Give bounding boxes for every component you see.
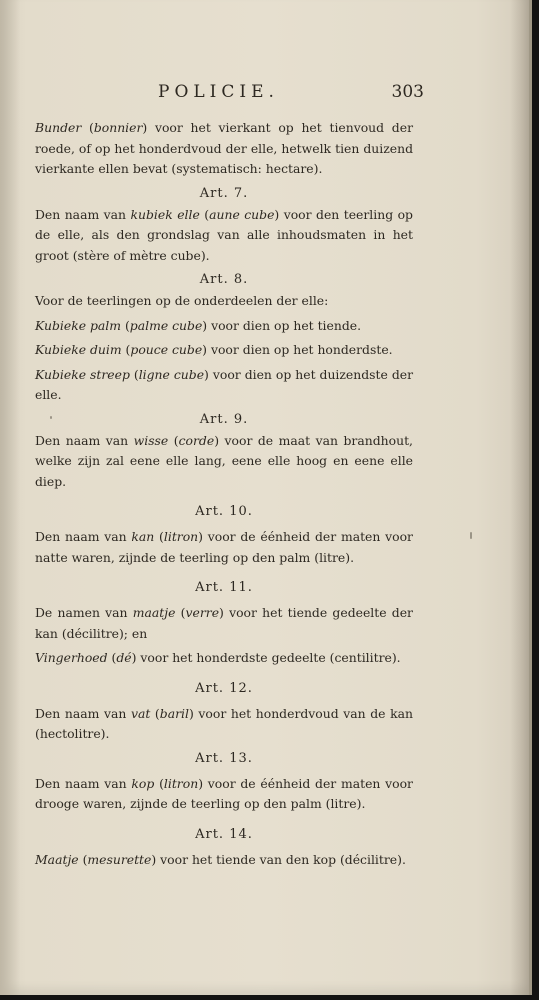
- term-french: verre: [185, 605, 220, 620]
- term: Kubieke streep: [35, 366, 130, 382]
- paragraph-text: voor het tiende van den kop (décilitre).: [160, 851, 406, 867]
- page-gutter-shadow: [0, 0, 20, 995]
- article-heading-7: Art. 7.: [199, 185, 249, 201]
- paragraph-maatje: De namen van maatje (verre) voor het tiende gedeelte der kan (décilitre); en: [35, 605, 413, 641]
- term-french: dé: [116, 650, 132, 665]
- article-heading-13: Art. 13.: [195, 750, 253, 766]
- term: Kubieke duim: [35, 342, 122, 357]
- paragraph-wisse: Den naam van wisse (corde) voor de maat van brandhout, welke zijn zal eene elle lang, eene elle hoog en eene elle diep.: [35, 432, 413, 489]
- paragraph-kubieke-duim: Kubieke duim (pouce cube) voor dien op het honderdste.: [35, 342, 393, 357]
- term-french: litron: [163, 529, 199, 544]
- page-header: [158, 82, 424, 108]
- body-text: [35, 118, 413, 870]
- paragraph-lead: Den naam van: [35, 432, 129, 448]
- term: Bunder: [35, 120, 82, 135]
- term: maatje: [132, 605, 176, 620]
- paragraph-text: voor het tiende gedeelte der kan (décilitre); en: [35, 605, 413, 641]
- paragraph-lead: Den naam van: [35, 705, 127, 721]
- paragraph-bunder: Bunder (bonnier) voor het vierkant op het tienvoud der roede, of op het honderdvoud der elle, hetwelk tien duizend vierkante ellen bevat (systematisch: hectare).: [35, 120, 413, 176]
- term: kubiek elle: [130, 206, 200, 222]
- term: kop: [131, 775, 155, 791]
- paragraph-text: voor den teerling op de elle, als den grondslag van alle inhoudsmaten in het groot (stère of mètre cube).: [35, 206, 413, 263]
- term-french: aune cube: [209, 206, 275, 222]
- paragraph-teerlingen: Voor de teerlingen op de onderdeelen der elle:: [35, 293, 329, 308]
- ink-speck: [470, 532, 472, 539]
- term-french: mesurette: [87, 851, 152, 867]
- paragraph-kubieke-palm: Kubieke palm (palme cube) voor dien op het tiende.: [35, 317, 362, 333]
- paragraph-maatje-kop: Maatje (mesurette) voor het tiende van den kop (décilitre).: [35, 851, 406, 867]
- term-french: corde: [178, 432, 215, 448]
- running-title: POLICIE.: [158, 82, 279, 102]
- term: Kubieke palm: [35, 317, 122, 333]
- term-french: pouce cube: [130, 342, 203, 357]
- article-heading-12: Art. 12.: [195, 680, 253, 696]
- paragraph-text: voor dien op het tiende.: [211, 317, 362, 333]
- article-heading-10: Art. 10.: [195, 504, 253, 519]
- paragraph-lead: Den naam van: [35, 206, 127, 222]
- paragraph-lead: Den naam van: [35, 529, 127, 544]
- term: vat: [130, 705, 151, 721]
- term-french: baril: [159, 705, 189, 721]
- article-heading-8: Art. 8.: [199, 272, 249, 287]
- ink-speck: [50, 416, 52, 419]
- term-french: bonnier: [93, 120, 143, 135]
- paragraph-vat: Den naam van vat (baril) voor het honderdvoud van de kan (hectolitre).: [35, 705, 413, 741]
- article-heading-11: Art. 11.: [195, 580, 253, 595]
- paragraph-kubiek-elle: Den naam van kubiek elle (aune cube) voor den teerling op de elle, als den grondslag van alle inhoudsmaten in het groot (stère of mètre cube).: [35, 206, 413, 263]
- term: wisse: [133, 432, 169, 448]
- paragraph-lead: De namen van: [35, 605, 128, 620]
- paragraph-kan: Den naam van kan (litron) voor de éénheid der maten voor natte waren, zijnde de teerling op den palm (litre).: [35, 529, 413, 565]
- page-number: 303: [391, 82, 424, 102]
- paragraph-text: voor het honderdste gedeelte (centilitre).: [140, 650, 401, 665]
- page-edge-shadow: [510, 0, 529, 995]
- paragraph-text: voor de maat van brandhout, welke zijn zal eene elle lang, eene elle hoog en eene elle diep.: [35, 432, 413, 489]
- paragraph-lead: Den naam van: [35, 775, 127, 791]
- paragraph-text: voor het honderdvoud van de kan (hectolitre).: [35, 705, 413, 741]
- term: Maatje: [35, 851, 79, 867]
- term-french: ligne cube: [138, 366, 205, 382]
- paragraph-text: voor de éénheid der maten voor natte waren, zijnde de teerling op den palm (litre).: [35, 529, 413, 565]
- paragraph-vingerhoed: Vingerhoed (dé) voor het honderdste gedeelte (centilitre).: [35, 650, 401, 665]
- term-french: palme cube: [129, 317, 203, 333]
- paragraph-text: voor de éénheid der maten voor drooge waren, zijnde de teerling op den palm (litre).: [35, 775, 413, 811]
- paragraph-text: voor het vierkant op het tienvoud der roede, of op het honderdvoud der elle, hetwelk tien duizend vierkante ellen bevat (systematisch: hectare).: [35, 120, 413, 176]
- term: kan: [131, 529, 155, 544]
- article-heading-9: Art. 9.: [199, 411, 249, 427]
- paragraph-text: voor dien op het duizendste der elle.: [35, 366, 414, 402]
- term-french: litron: [163, 775, 199, 791]
- paragraph-kubieke-streep: Kubieke streep (ligne cube) voor dien op het duizendste der elle.: [35, 366, 414, 402]
- paragraph-text: voor dien op het honderdste.: [210, 342, 393, 357]
- term: Vingerhoed: [35, 650, 108, 665]
- article-heading-14: Art. 14.: [195, 826, 253, 842]
- paragraph-kop: Den naam van kop (litron) voor de éénheid der maten voor drooge waren, zijnde de teerling op den palm (litre).: [35, 775, 413, 811]
